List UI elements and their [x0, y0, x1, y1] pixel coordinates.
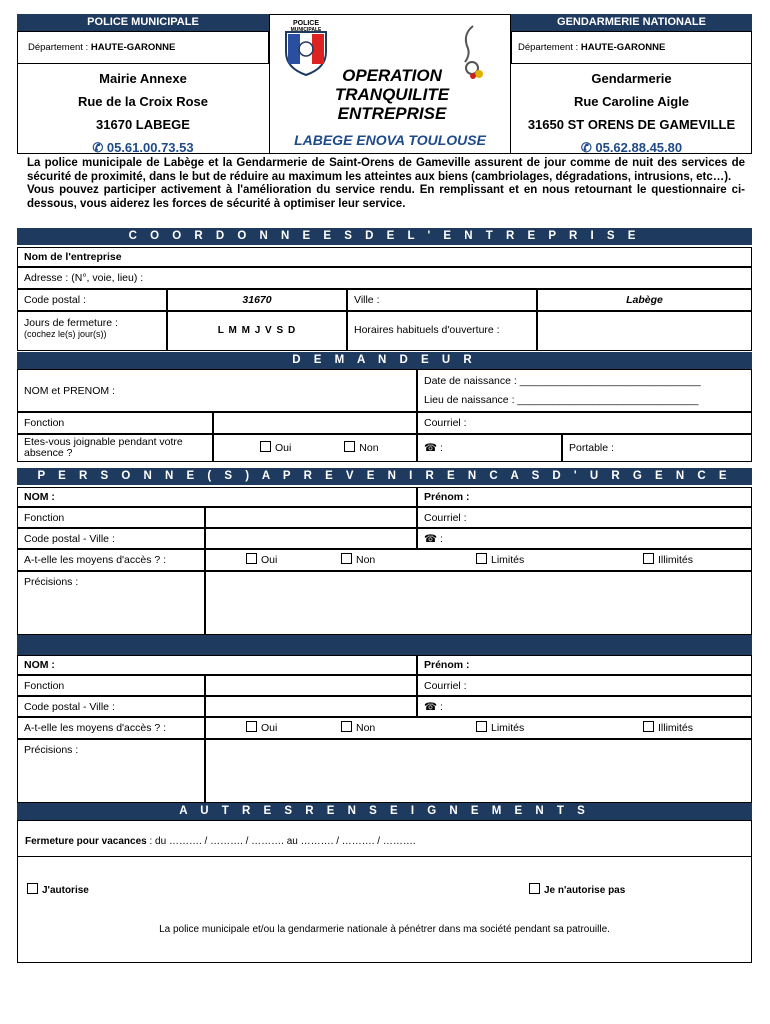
- checkbox-icon: [246, 553, 257, 564]
- contact1-unlimited-checkbox[interactable]: Illimités: [643, 552, 693, 569]
- operation-subtitle: LABEGE ENOVA TOULOUSE: [294, 132, 486, 148]
- company-address-field[interactable]: Adresse : (N°, voie, lieu) :: [17, 267, 752, 289]
- checkbox-icon: [341, 553, 352, 564]
- function-field[interactable]: [213, 412, 417, 434]
- police-department: Département : HAUTE-GARONNE: [17, 31, 269, 64]
- contact1-function-label: Fonction: [17, 507, 205, 528]
- phone-field[interactable]: ☎ :: [417, 434, 562, 462]
- no-checkbox[interactable]: Non: [344, 442, 378, 454]
- gendarmerie-department: Département : HAUTE-GARONNE: [511, 31, 752, 64]
- police-phone: ✆ 05.61.00.73.53: [92, 140, 194, 155]
- contact2-access-options: [205, 717, 752, 739]
- contact2-postal-label: Code postal - Ville :: [17, 696, 205, 717]
- divider: [17, 856, 752, 857]
- checkbox-icon: [341, 721, 352, 732]
- checkbox-icon: [260, 441, 271, 452]
- email-field[interactable]: Courriel :: [417, 412, 752, 434]
- closing-days-selector[interactable]: L M M J V S D: [167, 311, 347, 351]
- contact2-details-label: Précisions :: [17, 739, 205, 803]
- gendarmerie-phone: ✆ 05.62.88.45.80: [580, 140, 683, 155]
- contact1-yes-checkbox[interactable]: Oui: [246, 552, 277, 569]
- city-label: Ville :: [347, 289, 537, 311]
- gendarmerie-address: Gendarmerie Rue Caroline Aigle 31650 ST ORENS DE GAMEVILLE ✆ 05.62.88.45.80: [511, 67, 752, 159]
- authorization-text: La police municipale et/ou la gendarmerie nationale à pénétrer dans ma société pendant sa patrouille.: [159, 924, 610, 935]
- vacation-closure-field[interactable]: Fermeture pour vacances : du ………. / ………. / ………. au ………. / ………. / ……….: [25, 836, 416, 847]
- contact2-email-field[interactable]: Courriel :: [417, 675, 752, 696]
- contact1-access-label: A-t-elle les moyens d'accès ? :: [17, 549, 205, 571]
- contact2-limited-checkbox[interactable]: Limités: [476, 720, 524, 737]
- checkbox-icon: [246, 721, 257, 732]
- operation-title: OPERATION TRANQUILITE ENTREPRISE: [334, 66, 450, 123]
- checkbox-icon: [27, 883, 38, 894]
- closing-days-label: Jours de fermeture : (cochez le(s) jour(s)): [17, 311, 167, 351]
- contact1-details-field[interactable]: [205, 571, 752, 635]
- reachable-label: Etes-vous joignable pendant votre absence ?: [17, 434, 213, 462]
- section-demandeur: D E M A N D E U R: [17, 352, 752, 369]
- authorize-checkbox[interactable]: J'autorise: [27, 883, 89, 896]
- section-autres: A U T R E S R E N S E I G N E M E N T S: [17, 803, 752, 820]
- contact1-phone-field[interactable]: ☎ :: [417, 528, 752, 549]
- not-authorize-checkbox[interactable]: Je n'autorise pas: [529, 883, 625, 896]
- contact2-function-label: Fonction: [17, 675, 205, 696]
- contact1-limited-checkbox[interactable]: Limités: [476, 552, 524, 569]
- contact1-access-options: [205, 549, 752, 571]
- checkbox-icon: [476, 721, 487, 732]
- opening-hours-field[interactable]: [537, 311, 752, 351]
- birth-info[interactable]: Date de naissance : _______________________________ Lieu de naissance : _______________________________: [417, 369, 752, 412]
- postal-code-value[interactable]: 31670: [167, 289, 347, 311]
- intro-text: La police municipale de Labège et la Gendarmerie de Saint-Orens de Gameville assurent de jour comme de nuit des services de sécurité de proximité, dans le but de réduire au maximum les atteintes aux biens (cambriolages, dégradations, intrusions, etc…). Vous pouvez participer activement à l'amélioration du service rendu. En remplissant et en nous retournant le questionnaire ci-dessous, vous aiderez les forces de sécurité à optimiser leur service.: [27, 157, 745, 210]
- svg-text:MUNICIPALE: MUNICIPALE: [290, 27, 322, 33]
- city-value[interactable]: Labège: [537, 289, 752, 311]
- contact1-postal-field[interactable]: [205, 528, 417, 549]
- contact1-details-label: Précisions :: [17, 571, 205, 635]
- contact2-firstname-field[interactable]: Prénom :: [417, 655, 752, 675]
- checkbox-icon: [344, 441, 355, 452]
- contact2-access-label: A-t-elle les moyens d'accès ? :: [17, 717, 205, 739]
- contact1-function-field[interactable]: [205, 507, 417, 528]
- contact2-postal-field[interactable]: [205, 696, 417, 717]
- checkbox-icon: [643, 553, 654, 564]
- svg-text:POLICE: POLICE: [292, 20, 320, 27]
- section-entreprise: C O O R D O N N E E S D E L ' E N T R E P R I S E: [17, 228, 752, 245]
- contact1-firstname-field[interactable]: Prénom :: [417, 487, 752, 507]
- section-urgence: P E R S O N N E ( S ) A P R E V E N I R E N C A S D ' U R G E N C E: [17, 468, 752, 485]
- checkbox-icon: [643, 721, 654, 732]
- postal-code-label: Code postal :: [17, 289, 167, 311]
- reachable-options: [213, 434, 417, 462]
- yes-checkbox[interactable]: Oui: [260, 442, 291, 454]
- contact1-email-field[interactable]: Courriel :: [417, 507, 752, 528]
- contact2-unlimited-checkbox[interactable]: Illimités: [643, 720, 693, 737]
- function-label: Fonction: [17, 412, 213, 434]
- mobile-field[interactable]: Portable :: [562, 434, 752, 462]
- contact1-name-field[interactable]: NOM :: [17, 487, 417, 507]
- contact2-function-field[interactable]: [205, 675, 417, 696]
- checkbox-icon: [529, 883, 540, 894]
- contact2-yes-checkbox[interactable]: Oui: [246, 720, 277, 737]
- checkbox-icon: [476, 553, 487, 564]
- contact2-no-checkbox[interactable]: Non: [341, 720, 375, 737]
- police-title: POLICE MUNICIPALE: [17, 14, 269, 31]
- contact2-details-field[interactable]: [205, 739, 752, 803]
- contact1-postal-label: Code postal - Ville :: [17, 528, 205, 549]
- gendarmerie-title: GENDARMERIE NATIONALE: [511, 14, 752, 31]
- separator-bar: [17, 635, 752, 655]
- requester-name-field[interactable]: NOM et PRENOM :: [17, 369, 417, 412]
- opening-hours-label: Horaires habituels d'ouverture :: [347, 311, 537, 351]
- contact2-phone-field[interactable]: ☎ :: [417, 696, 752, 717]
- contact2-name-field[interactable]: NOM :: [17, 655, 417, 675]
- police-address: Mairie Annexe Rue de la Croix Rose 31670 LABEGE ✆ 05.61.00.73.53: [17, 67, 269, 159]
- contact1-no-checkbox[interactable]: Non: [341, 552, 375, 569]
- company-name-field[interactable]: Nom de l'entreprise: [17, 247, 752, 267]
